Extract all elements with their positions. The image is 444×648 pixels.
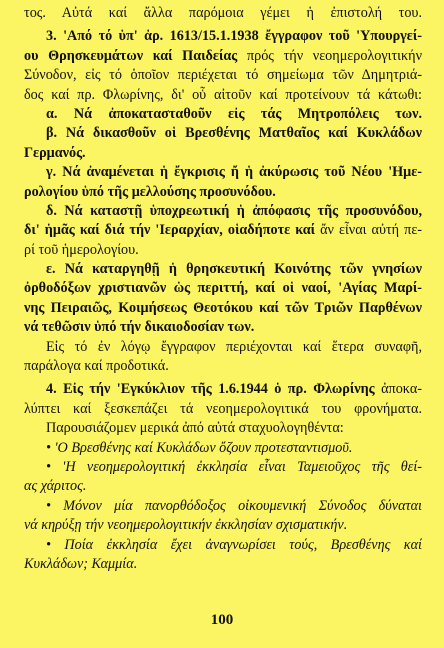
text-segment: ου Θρησκευμάτων καί Παιδείας xyxy=(24,47,238,64)
text-line xyxy=(24,497,422,516)
text-line xyxy=(24,299,422,318)
text-segment: νά τεθῶσιν ὑπό τήν δικαιοδοσίαν των. xyxy=(24,319,255,336)
text-line xyxy=(24,477,422,496)
text-line xyxy=(24,419,422,438)
text-segment: ὀρθοδόξων χριστιανῶν ὡς περιττή, καί οἱ ναοί, 'Αγίας Μαρί- xyxy=(24,280,422,297)
text-segment: ἄν εἶναι αὐτή πε- xyxy=(315,222,422,239)
text-line xyxy=(24,144,422,163)
text-segment: λύπτει καί ξεσκεπάζει τά νεοημερολογιτικά του φρονήματα. xyxy=(24,400,422,417)
text-segment: β. Νά δικασθοῦν οἱ Βρεσθένης Ματθαῖος καί Κυκλάδων xyxy=(46,125,422,142)
text-line xyxy=(24,458,422,477)
text-segment: α. Νά ἀποκατασταθοῦν εἰς τάς Μητροπόλεις των. xyxy=(46,105,422,122)
text-line xyxy=(24,439,422,458)
text-line xyxy=(24,163,422,182)
text-segment: δ. Νά καταστῇ ὑποχρεωτική ἡ ἀπόφασις τῆς προσυνόδου, xyxy=(46,202,422,219)
page-number: 100 xyxy=(210,612,234,628)
text-line xyxy=(24,357,422,376)
text-line xyxy=(24,202,422,221)
text-segment: δος καί πρ. Φλωρίνης, δι' οὗ αἰτοῦν καί προτείνουν τά κάτωθι: xyxy=(24,86,422,103)
text-line xyxy=(24,555,422,574)
text-line xyxy=(24,47,422,66)
text-line xyxy=(24,279,422,298)
text-line xyxy=(24,124,422,143)
text-line xyxy=(24,27,422,46)
text-line xyxy=(24,516,422,535)
text-line xyxy=(24,241,422,260)
text-line xyxy=(24,536,422,555)
text-segment: Σύνοδον, εἰς τό ὁποῖον περιέχεται τό σημείωμα τῶν Δημητριά- xyxy=(24,67,422,84)
text-segment: δι' ἡμᾶς καί διά τήν 'Ιεραρχίαν, οἱαδήποτε καί xyxy=(24,222,316,239)
text-segment: παράλογα καί προδοτικά. xyxy=(24,358,169,375)
text-segment: ε. Νά καταργηθῇ ἡ θρησκευτική Κοινότης τῶν γνησίων xyxy=(46,261,422,278)
text-line xyxy=(24,4,422,23)
text-segment: Παρουσιάζομεν μερικά ἀπό αὐτά σταχυολογηθέντα: xyxy=(46,420,344,437)
text-line xyxy=(24,221,422,240)
text-segment: νης Πειραιῶς, Κοιμήσεως Θεοτόκου καί τῶν Τριῶν Παρθένων xyxy=(24,299,422,316)
text-segment: Γερμανός. xyxy=(24,144,86,161)
text-segment: ρί τοῦ ἡμερολογίου. xyxy=(24,241,139,258)
text-segment: 3. 'Από τό ὑπ' ἀρ. 1613/15.1.1938 ἔγγραφον τοῦ 'Υπουργεί- xyxy=(46,28,422,45)
text-segment: ἀποκα- xyxy=(374,381,422,398)
text-segment: Εἰς τό ἐν λόγῳ ἔγγραφον περιέχονται καί ἕτερα συναφῆ, xyxy=(46,338,422,355)
text-segment: ρολογίου ὑπό τῆς μελλούσης προσυνόδου. xyxy=(24,183,276,200)
text-segment: • Μόνον μία πανορθόδοξος οἰκουμενική Σύνοδος δύναται xyxy=(46,497,422,514)
text-segment: πρός τήν νεοημερολογιτικήν xyxy=(237,47,422,64)
text-segment: γ. Νά ἀναμένεται ἡ ἔγκρισις ἤ ἡ ἀκύρωσις τοῦ Νέου 'Ημε- xyxy=(46,164,422,181)
text-segment: • 'Ο Βρεσθένης καί Κυκλάδων ὄζουν προτεσταντισμοῦ. xyxy=(46,439,353,456)
document-body xyxy=(24,4,422,574)
text-segment: τος. Αὐτά καί ἄλλα παρόμοια γέμει ἡ ἐπιστολή του. xyxy=(24,5,422,21)
text-line xyxy=(24,183,422,202)
text-segment: ας χάριτος. xyxy=(24,478,87,495)
text-segment: Κυκλάδων; Καμμία. xyxy=(24,555,138,572)
text-line xyxy=(24,66,422,85)
text-line xyxy=(24,400,422,419)
text-line xyxy=(24,260,422,279)
text-line xyxy=(24,105,422,124)
text-line xyxy=(24,86,422,105)
text-segment: • 'Η νεοημερολογιτική ἐκκλησία εἶναι Ταμειοῦχος τῆς θεί- xyxy=(46,458,422,475)
text-segment: νά κηρύξῃ τήν νεοημερολογιτικήν ἐκκλησίαν σχισματικήν. xyxy=(24,517,348,534)
text-segment: • Ποία ἐκκλησία ἔχει ἀναγνωρίσει τούς, Βρεσθένης καί xyxy=(46,536,422,553)
text-line xyxy=(24,338,422,357)
text-line xyxy=(24,318,422,337)
text-line xyxy=(24,380,422,399)
text-segment: 4. Εἰς τήν 'Εγκύκλιον τῆς 1.6.1944 ὁ πρ. Φλωρίνης xyxy=(46,381,375,398)
